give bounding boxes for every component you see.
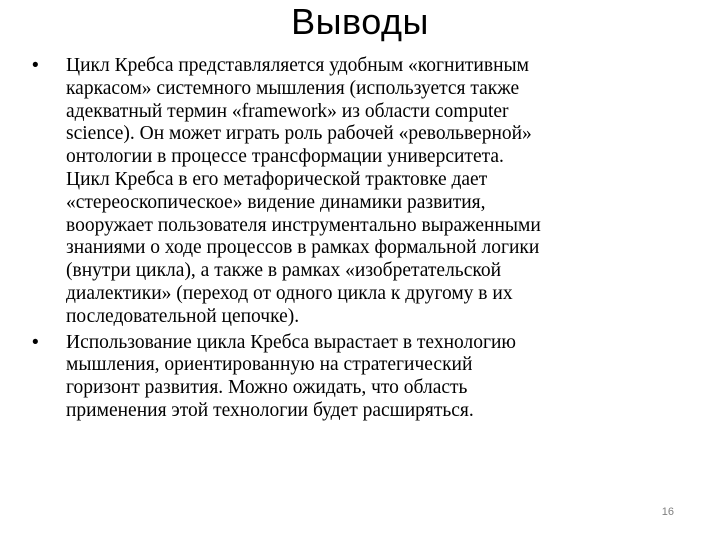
bullet-text-line: Цикл Кребса в его метафорической трактовке дает <box>66 168 488 190</box>
bullet-text-line: диалектики» (переход от одного цикла к другому в их <box>66 282 513 304</box>
bullet-text-line: последовательной цепочке). <box>66 305 300 327</box>
bullet-text-line: горизонт развития. Можно ожидать, что область <box>66 377 468 399</box>
bullet-text-line: знаниями о ходе процессов в рамках формальной логики <box>66 237 540 259</box>
bullet-text-line: каркасом» системного мышления (используется также <box>66 77 520 99</box>
bullet-item <box>30 55 690 329</box>
bullet-icon: • <box>32 331 39 353</box>
slide-title: Выводы <box>291 1 429 42</box>
bullet-text-line: применения этой технологии будет расширяться. <box>66 399 474 421</box>
bullet-icon: • <box>32 55 39 76</box>
bullet-text-line: мышления, ориентированную на стратегический <box>66 354 473 376</box>
bullet-text-line: вооружает пользователя инструментально выраженными <box>66 214 541 236</box>
bullet-list <box>30 55 690 426</box>
bullet-text-line: адекватный термин «framework» из области computer <box>66 100 509 122</box>
bullet-text-line: Использование цикла Кребса вырастает в технологию <box>66 331 516 353</box>
bullet-text-line: «стереоскопическое» видение динамики развития, <box>66 191 486 213</box>
page-number: 16 <box>661 506 674 518</box>
bullet-text-line: science). Он может играть роль рабочей «револьверной» <box>66 123 532 145</box>
bullet-text-line: (внутри цикла), а также в рамках «изобретательской <box>66 260 502 282</box>
bullet-text-line: Цикл Кребса представляляется удобным «когнитивным <box>66 55 529 76</box>
bullet-item <box>30 332 690 423</box>
bullet-text-line: онтологии в процессе трансформации университета. <box>66 146 504 168</box>
